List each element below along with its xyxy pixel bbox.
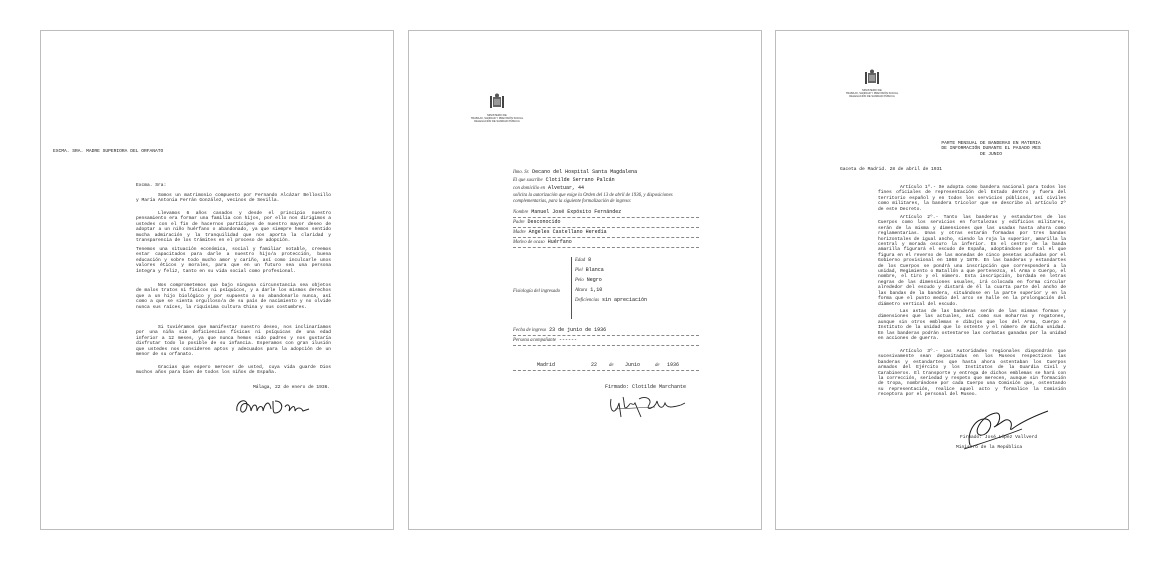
skin-value: Blanca <box>585 267 604 273</box>
letter-paragraph-2: Llevamos 6 años casados y desde el principio nuestro pensamiento era formar una familia con hijos, por ello nos dirigimos a ustedes con el fin de hacernos partícipes de nuestro mayor deseo de adoptar a un niño huérfano o abandonado, ya que siempre hemos sentido mucha admiración y la tranquilidad que nos aporta la claridad y transparencia de los trámites en el proceso de adopción. <box>136 211 331 244</box>
admission-form-page <box>408 30 762 530</box>
skin-label: Piel <box>575 268 583 273</box>
ministry-header <box>457 114 537 124</box>
form-row-companion <box>513 337 577 343</box>
ministry-line-1: MINISTERIO DE <box>862 89 882 92</box>
form-row-height <box>575 287 602 293</box>
height-value: 1,10 <box>590 287 603 293</box>
ministry-header <box>832 89 912 99</box>
letter-paragraph-3: Tenemos una situación económica, social y familiar notable, creemos estar capacitados para darle a nuestro hijo/a protección, buena educación y sobre todo mucho amor y cariño, así como inculcarle unos valores éticos y morales, para que en un futuro sea una persona íntegra y feliz, tanto en su vida social como profesional. <box>136 247 331 274</box>
article-1: Artículo 1º.- Se adopta como bandera nacional para todos los fines oficiales de representación del Estado dentro y fuera del territorio español y en todos los servicios públicos, así civiles como militares, la bandera tricolor que se describe al artículo 2º de este Decreto. <box>878 185 1066 212</box>
date-value: 23 de junio de 1936 <box>549 327 607 333</box>
form-row-defects <box>575 297 647 303</box>
form-row-age <box>575 257 591 263</box>
coat-of-arms-icon <box>489 93 505 111</box>
domicile-label: con domicilio en <box>513 186 545 191</box>
report-title-line-1: PARTE MENSUAL DE BANDERAS EN MATERIA <box>941 141 1041 146</box>
companion-label: Persona acompañante <box>513 338 557 343</box>
letter-paragraph-6: Gracias que espero merecer de usted, cuya vida guarde Dios muchos años para bien de todos los niños de España. <box>136 365 331 376</box>
report-signed: Firmado: José López Vallverd <box>960 435 1038 440</box>
form-de-2: de <box>655 363 660 368</box>
companion-value: ------ <box>559 337 578 343</box>
name-line <box>513 217 699 218</box>
height-label: Altura <box>575 288 588 293</box>
mother-line <box>513 237 699 238</box>
letter-place-date: Málaga, 22 de enero de 1936. <box>253 385 331 390</box>
coat-of-arms-icon <box>864 69 880 87</box>
letter-signature <box>233 393 313 419</box>
form-day: 22 <box>591 362 598 368</box>
ministry-line-3: DELEGACIÓN DE SANIDAD PÚBLICA <box>474 120 520 124</box>
report-title-line-3: DE JUNIO <box>979 151 1003 157</box>
form-row-reason <box>513 239 572 245</box>
letter-paragraph-5: Si tuviéramos que manifestar nuestro deseo, nos inclinaríamos por una niña sin deficiencias físicas ni psíquicas de una edad inferior a 12 meses, ya que nunca hemos sido padres y nos gustaría disfrutar todo lo posible de su infancia. Esperamos con gran ilusión que ustedes nos consideren aptos y adecuados para la adopción de un menor de su orfanato. <box>136 325 331 358</box>
father-label: Padre <box>513 220 525 225</box>
report-title <box>916 141 1066 157</box>
physiology-bracket <box>571 257 572 319</box>
salutation: Excma. Sra: <box>136 183 167 188</box>
ministry-line-3: DELEGACIÓN DE SANIDAD PÚBLICA <box>849 95 895 99</box>
form-row-father <box>513 219 561 225</box>
form-row-hair <box>575 277 602 283</box>
defects-value: sin apreciación <box>601 297 647 303</box>
name-value: Manuel José Expósito Fernández <box>531 209 622 215</box>
age-value: 8 <box>588 257 592 263</box>
form-year: 1936 <box>667 362 680 368</box>
form-row-date <box>513 327 606 333</box>
companion-line <box>513 345 699 346</box>
to-label: Ilmo. Sr. <box>513 170 530 175</box>
father-value: Desconocido <box>527 219 561 225</box>
request-text: solicita la autorización que exige la Orden del 13 de abril de 1936, y disposiciones complementarias, para la siguiente formalización de ingreso: <box>513 193 673 204</box>
form-signature <box>605 391 689 421</box>
form-row-domicile <box>513 185 584 191</box>
report-title-line-2: DE INFORMACIÓN DURANTE EL PASADO MES <box>941 146 1041 152</box>
form-row-mother <box>513 229 607 235</box>
hair-label: Pelo <box>575 278 584 283</box>
letter-page <box>40 30 394 530</box>
ministry-line-2: TRABAJO, SANIDAD Y PREVISIÓN SOCIAL <box>470 117 524 121</box>
reason-line <box>513 247 699 248</box>
applicant-label: El que suscribe <box>513 178 543 183</box>
ministry-line-1: MINISTERIO DE <box>487 114 507 117</box>
father-line <box>513 227 699 228</box>
article-2-continued: Las astas de las banderas serán de las mismas formas y dimensiones que las actuales, así como sus moharras y regatones, aunque sin otros emblemas e dibujos que los del Arma, Cuerpo e Instituto de la unidad que lo ostente y el número de dicha unidad. En las banderas podrán ostentarse las corbatas ganadas por la unidad en acciones de guerra. <box>878 309 1066 342</box>
name-label: Nombre <box>513 210 529 215</box>
form-month: Junio <box>625 362 641 368</box>
form-de-1: de <box>609 363 614 368</box>
applicant-value: Clotilde Serrano Palcán <box>545 177 615 183</box>
form-signed: Firmado: Clotilde Marchante <box>605 384 687 390</box>
form-row-name <box>513 209 621 215</box>
form-row-skin <box>575 267 604 273</box>
ministry-line-2: TRABAJO, SANIDAD Y PREVISIÓN SOCIAL <box>845 92 899 96</box>
article-2: Artículo 2º.- Tanto las banderas y estandartes de los Cuerpos como los servicios en fortalezas y edificios militares, serán de la misma y dimensiones que las usadas hasta ahora como reglamentarias. Unas y otras estarán formadas por tres bandas horizontales de igual ancho, siendo la roja la superior, amarilla la central y morada oscuro la inferior. En el centro de la banda amarilla figurará el escudo de España, adoptándose por tal el que figura en el reverso de las monedas de cinco pesetas acuñadas por el Gobierno provisional en 1868 y 1870. En las banderas y estandartes de los Cuerpos se pondrá una inscripción que corresponderá a la unidad, Regimiento o Batallón a que pertenezca, el Arma o Cuerpo, el nombre, el tiro y el número. Esta inscripción, bordada en letras negras de las dimensiones usuales, irá colocada en forma circular alrededor del escudo y distará de él la cuarta parte del ancho de las bandas de la bandera, situándose en la parte superior y en la forma que el punto medio del arco se halle en la prolongación del diámetro vertical del escudo. <box>878 215 1066 307</box>
report-position: Ministro de la República <box>956 445 1023 450</box>
form-row-applicant <box>513 177 615 183</box>
mother-label: Madre <box>513 230 526 235</box>
report-dateline: Gaceta de Madrid. 28 de abril de 1931 <box>840 167 942 172</box>
physiology-label: Fisiología del ingresado <box>513 289 560 294</box>
form-row-to <box>513 169 637 175</box>
flag-report-page <box>775 30 1129 530</box>
form-city: Madrid <box>537 362 556 368</box>
defects-label: Deficiencias <box>575 298 599 303</box>
mother-value: Angeles Castellano Heredia <box>528 229 607 235</box>
domicile-value: Alvetuar, 44 <box>547 185 584 191</box>
letter-paragraph-4: Nos comprometemos que bajo ninguna circunstancia sea objetos de malos tratos ni físicos ni psíquicos, y a darle los mismos derechos que a un hijo biológico y por supuesto a no abandonarlo nunca, así como a que se sienta orgulloso/a de su país de nacimiento y no olvide nunca sus raíces, la riquísima cultura China y sus costumbres. <box>136 283 331 310</box>
date-place-line <box>513 370 699 371</box>
age-label: Edad <box>575 258 586 263</box>
letter-paragraph-1: Somos un matrimonio compuesto por Fernando Alcázar Bellosillo y María Antonia Ferrán González, vecinos de Sevilla. <box>136 193 331 204</box>
date-line <box>513 335 699 336</box>
addressee: EXCMA. SRA. MADRE SUPERIORA DEL ORFANATO <box>53 149 164 154</box>
report-signature <box>962 405 1052 455</box>
reason-value: Huérfano <box>547 239 572 245</box>
to-value: Decano del Hospital Santa Magdalena <box>532 169 638 175</box>
hair-value: Negro <box>586 277 602 283</box>
date-label: Fecha de ingreso <box>513 328 547 333</box>
article-3: Artículo 3º.- Las Autoridades regionales dispondrán que sucesivamente sean depositadas en los Museos respectivos las banderas y estandartes que hasta ahora ostentaban los Cuerpos armados del Ejército y los Institutos de la Guardia Civil y Carabineros. El transporte y entrega de dichos emblemas se hará con la corrección, seriedad y respeto que merecen, aunque sin formación de tropa, nombrándose por cada Cuerpo una Comisión que, ostentando su representación, realice aquel acto y formalice la Comisión receptora por el personal del Museo. <box>878 349 1066 398</box>
reason-label: Motivo de ocaso <box>513 240 545 245</box>
